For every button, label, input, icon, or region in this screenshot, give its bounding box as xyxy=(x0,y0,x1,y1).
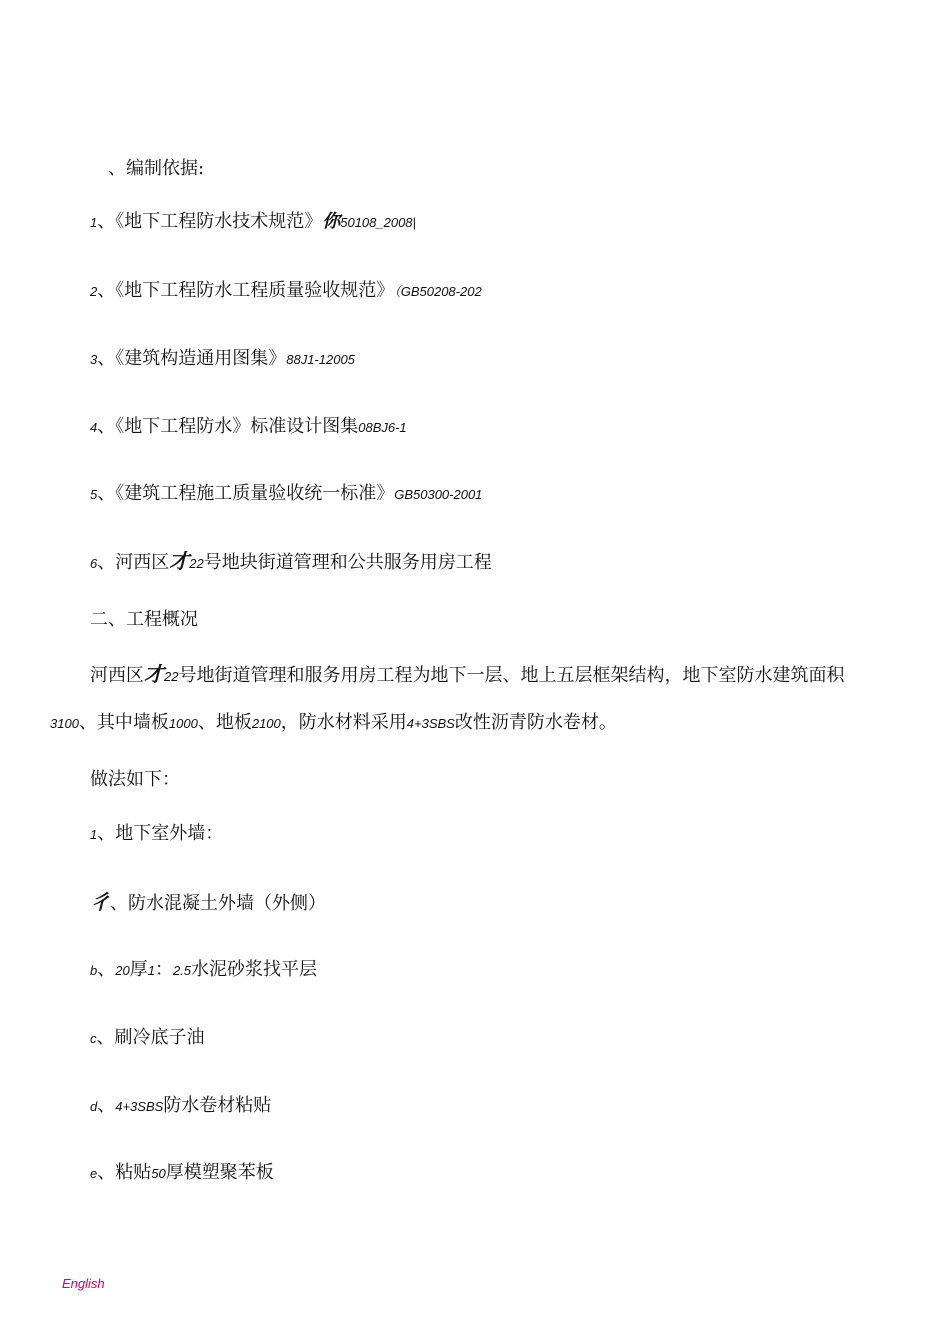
basis-item-5: 5、《建筑工程施工质量验收统一标准》GB50300-2001 xyxy=(90,483,483,504)
step-b: b、20厚1：2.5水泥砂浆找平层 xyxy=(90,959,318,980)
basis-item-2: 2、《地下工程防水工程质量验收规范》（GB50208-202 xyxy=(90,280,482,301)
section-heading-overview: 二、工程概况 xyxy=(90,609,198,630)
wall-heading: 1、地下室外墙： xyxy=(90,823,224,844)
method-heading: 做法如下： xyxy=(90,769,180,790)
step-e: e、粘贴50厚模塑聚苯板 xyxy=(90,1162,274,1183)
basis-item-1: 1、《地下工程防水技术规范》你50108_2008| xyxy=(90,211,416,232)
basis-item-6: 6、河西区才22号地块街道管理和公共服务用房工程 xyxy=(90,549,492,573)
overview-paragraph-line-2: 3100、其中墙板1000、地板2100，防水材料采用4+3SBS改性沥青防水卷材。 xyxy=(50,712,617,733)
overview-paragraph-line-1: 河西区才22号地街道管理和服务用房工程为地下一层、地上五层框架结构，地下室防水建筑面积 xyxy=(90,662,845,686)
step-d: d、4+3SBS防水卷材粘贴 xyxy=(90,1095,272,1116)
footer-language-label: English xyxy=(62,1276,105,1291)
step-c: c、刷冷底子油 xyxy=(90,1027,205,1048)
basis-item-4: 4、《地下工程防水》标准设计图集08BJ6-1 xyxy=(90,416,407,437)
basis-item-3: 3、《建筑构造通用图集》88J1-12005 xyxy=(90,348,355,369)
section-heading-basis: 、编制依据: xyxy=(108,158,205,179)
step-a: 彳、防水混凝土外墙（外侧） xyxy=(90,890,326,914)
